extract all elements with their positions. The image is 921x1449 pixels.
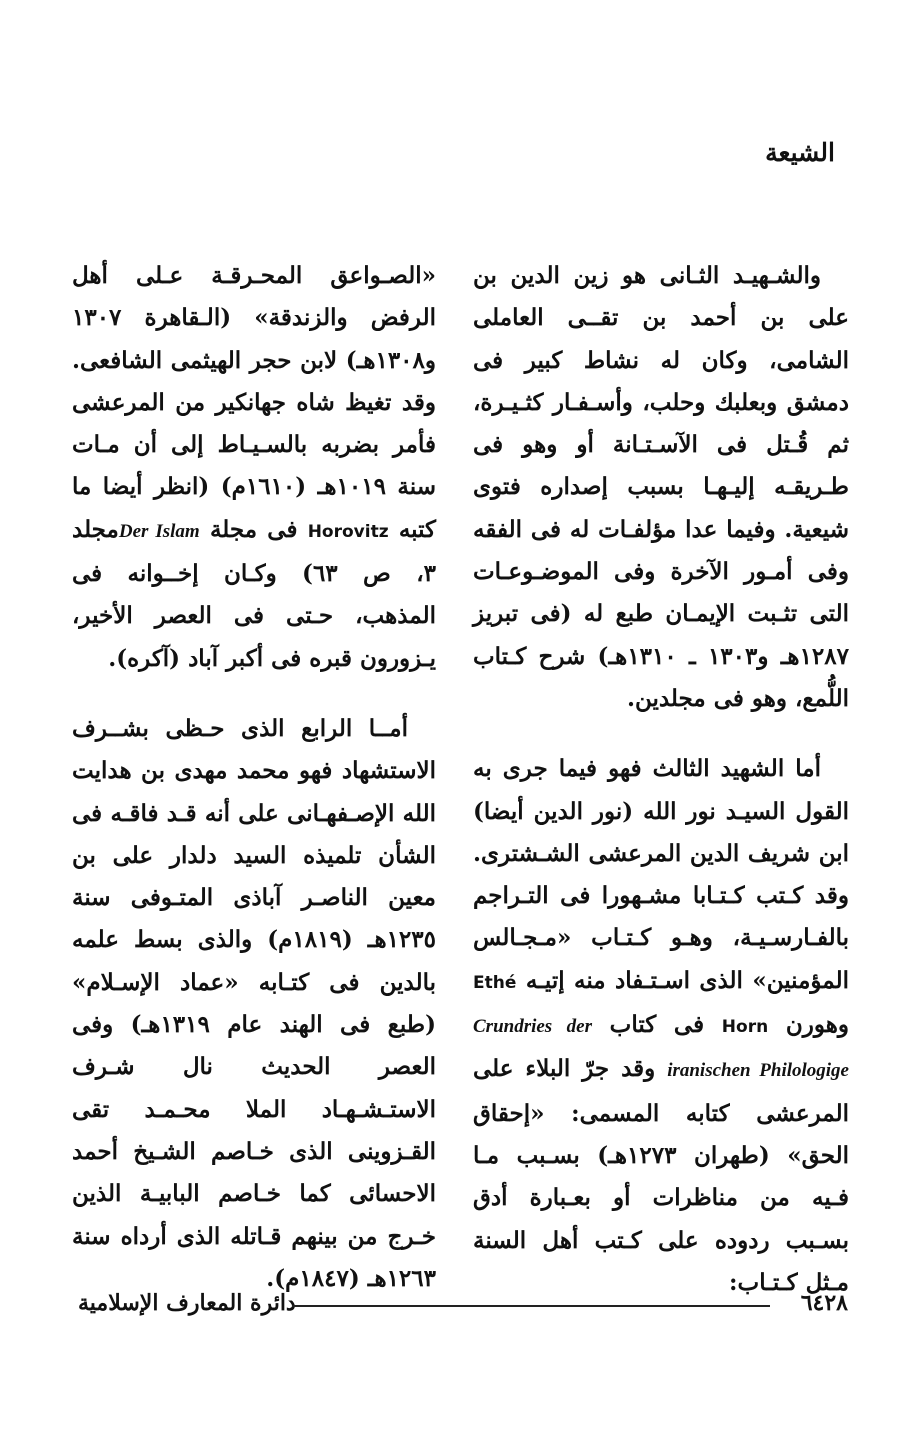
running-head: الشيعة xyxy=(765,138,835,167)
encyclopedia-title: دائرة المعارف الإسلامية xyxy=(78,1290,296,1316)
latin-name-ethe: Ethé xyxy=(473,972,517,993)
paragraph-text: وهورن xyxy=(785,1011,850,1039)
paragraph-text: «الصـواعق المحـرقـة عـلى أهل الرفض والزندقة» (الـقاهرة ١٣٠٧ و١٣٠٨هـ) لابن حجر الهيثمى الشافعى. وقد تغيظ شاه جهانكير من المرعشى فأمر بضربه بالسـيـاط إلى أن مـات سنة ١٠١٩هـ (١٦١٠م) (انظر أيضا ما كتبه xyxy=(72,262,436,543)
paragraph-text: فى مجلة xyxy=(209,515,298,543)
paragraph-second-martyr: والشـهيـد الثـانى هو زين الدين بن على بن أحمد بن تقــى العاملى الشامى، وكان له نشاط كبير فى دمشق وبعلبك وحلب، وأسـفـار كثـيـرة، ثم قُـتل فى الآسـتـانة أو وهو فى طـريقـه إليـهـا بسبب إصداره فتوى شيعية. وفيما عدا مؤلفـات له فى الفقه وفى أمـور الآخرة وفى الموضـوعـات التى تثـبت الإيمـان طبع له (فى تبريز ١٢٨٧هـ و١٣٠٣ ـ ١٣١٠هـ) شرح كـتاب اللُّمع، وهو فى مجلدين. xyxy=(473,262,849,712)
paragraph-text: مجلد ٣، ص ٦٣) وكـان إخــوانه فى المذهب، حـتى فى العصر الأخير، يـزورون قبره فى أكبر آباد (آكره). xyxy=(72,515,437,672)
paragraph-text: وقد جرّ البلاء على المرعشى كتابه المسمى: «إحقاق الحق» (طهران ١٢٧٣هـ) بسـبب مـا فـيه من مناظرات أو بعـبارة أدق بسـبب ردوده على كـتب أهل السنة مـثل كـتـاب: xyxy=(473,1055,850,1296)
paragraph-text: فى كتاب xyxy=(609,1011,705,1039)
paragraph-text: أما الشهيد الثالث فهو فيما جرى به القول السيـد نور الله (نور الدين أيضا) ابن شريف الدين المرعشى الشـشترى. وقد كـتب كـتـابا مشـهورا فى التـراجم بالفـارسـيـة، وهـو كـتـاب «مـجـالس المؤمنين» الذى اسـتـفاد منه إتيـه xyxy=(473,755,849,994)
latin-book-title: Crundries der iranischen Philologige xyxy=(473,1016,849,1082)
right-column xyxy=(473,255,849,1304)
paragraph-third-martyr xyxy=(473,748,849,1304)
paragraph-sawaiq-continuation xyxy=(72,255,436,680)
latin-journal-title: Der Islam xyxy=(118,520,200,542)
latin-name-horovitz: Horovitz xyxy=(307,521,389,542)
page-number: ٦٤٢٨ xyxy=(800,1290,848,1316)
paragraph-fourth-martyr: أمــا الرابع الذى حـظى بشــرف الاستشهاد فهو محمد مهدى بن هدايت الله الإصـفهـانى على أنه قـد فاقـه فى الشأن تلميذه السيد دلدار على بن معين الناصـر آباذى المتـوفى سنة ١٢٣٥هـ (١٨١٩م) والذى بسط علمه بالدين فى كتـابه «عماد الإسـلام» (طبع فى الهند عام ١٣١٩هـ) وفى العصر الحديث نال شـرف الاستـشـهـاد الملا محـمـد تقى القـزوينى الذى خـاصم الشـيخ أحمد الاحسائى كما خـاصم البابيـة الذين خـرج من بينهم قـاتله الذى أرداه سنة ١٢٦٣هـ (١٨٤٧م). xyxy=(72,714,436,1292)
footer-divider xyxy=(292,1305,770,1307)
latin-name-horn: Horn xyxy=(721,1017,769,1038)
page-footer xyxy=(78,1290,848,1330)
left-column xyxy=(72,255,436,1300)
